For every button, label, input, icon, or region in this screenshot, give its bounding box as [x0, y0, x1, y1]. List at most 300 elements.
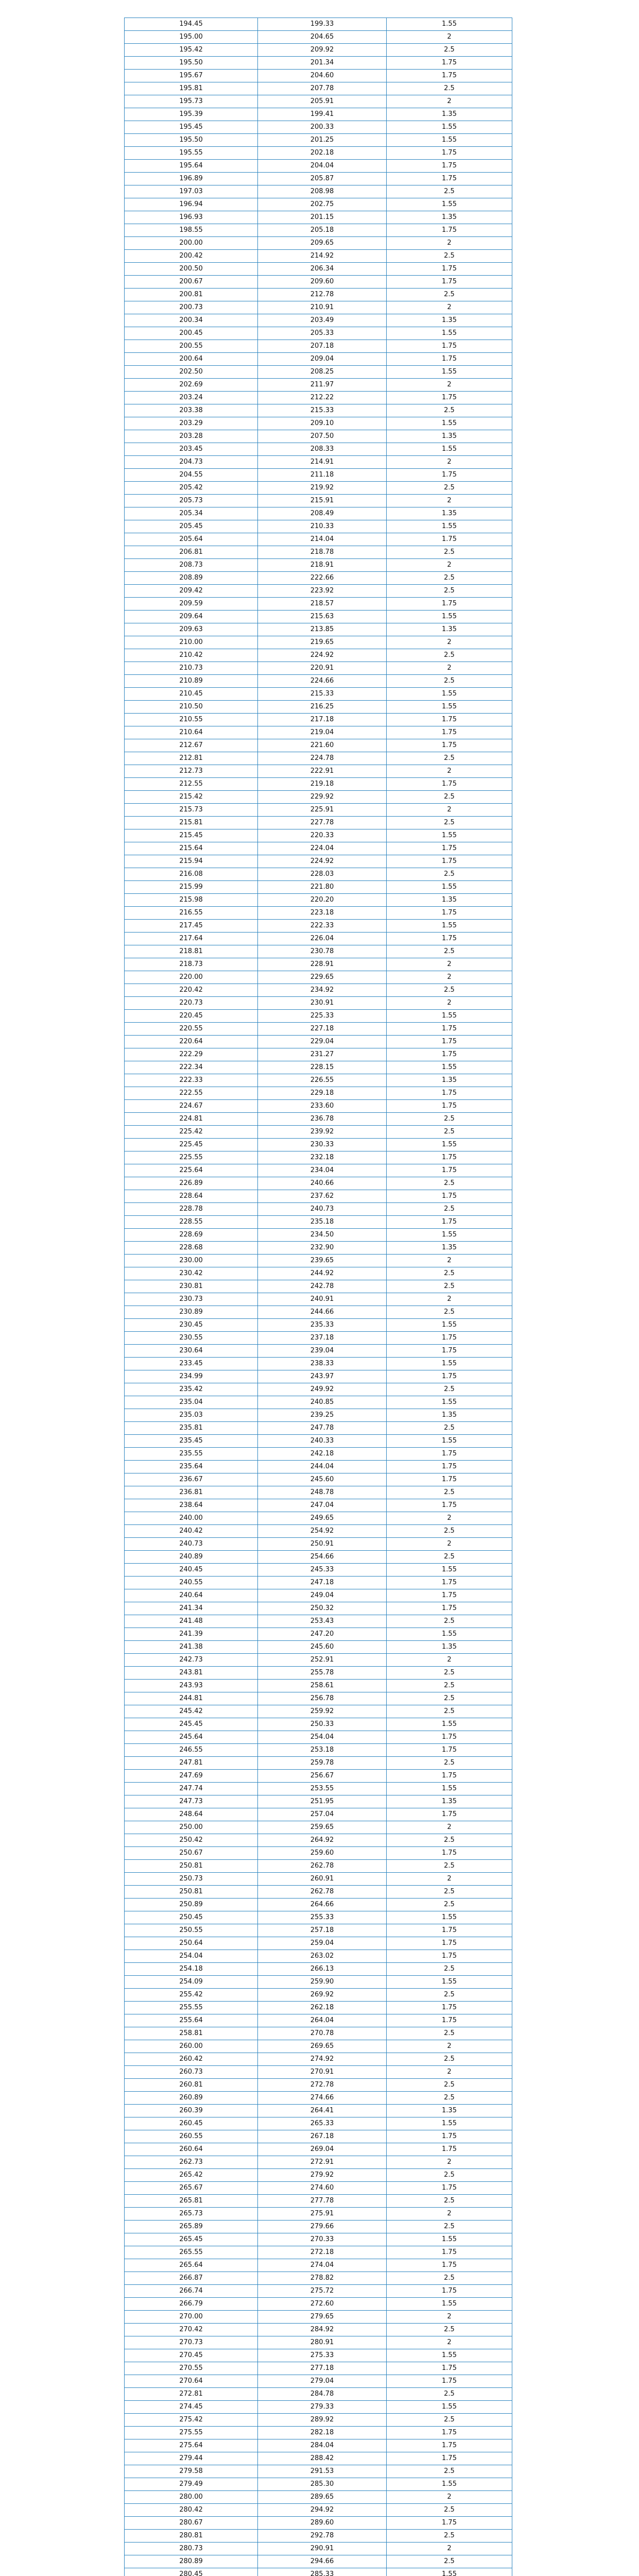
table-cell: 1.55 [387, 327, 512, 340]
table-cell: 202.50 [125, 366, 258, 379]
table-row [125, 507, 512, 520]
table-cell: 274.04 [258, 2259, 387, 2272]
table-cell: 2.5 [387, 1886, 512, 1899]
table-cell: 217.64 [125, 933, 258, 945]
table-row [125, 2272, 512, 2285]
table-cell: 222.34 [125, 1061, 258, 1074]
table-cell: 249.65 [258, 1512, 387, 1525]
table-cell: 200.45 [125, 327, 258, 340]
table-row [125, 572, 512, 585]
table-cell: 264.04 [258, 2014, 387, 2027]
table-cell: 208.98 [258, 185, 387, 198]
table-row [125, 2027, 512, 2040]
table-cell: 2.5 [387, 1203, 512, 1216]
table-cell: 258.81 [125, 2027, 258, 2040]
table-row [125, 1911, 512, 1924]
table-cell: 225.42 [125, 1126, 258, 1139]
table-cell: 1.35 [387, 1409, 512, 1422]
table-cell: 282.18 [258, 2427, 387, 2439]
table-cell: 256.67 [258, 1770, 387, 1783]
table-row [125, 1731, 512, 1744]
table-cell: 280.00 [125, 2491, 258, 2504]
table-cell: 203.49 [258, 314, 387, 327]
table-cell: 1.75 [387, 1332, 512, 1345]
table-cell: 215.63 [258, 611, 387, 623]
table-cell: 254.92 [258, 1525, 387, 1538]
table-row [125, 1873, 512, 1886]
table-row [125, 147, 512, 160]
table-cell: 280.89 [125, 2555, 258, 2568]
table-cell: 230.55 [125, 1332, 258, 1345]
table-cell: 198.55 [125, 224, 258, 237]
table-cell: 202.18 [258, 147, 387, 160]
table-cell: 266.74 [125, 2285, 258, 2298]
table-row [125, 1808, 512, 1821]
table-row [125, 907, 512, 920]
table-cell: 269.65 [258, 2040, 387, 2053]
table-cell: 1.75 [387, 263, 512, 276]
table-row [125, 224, 512, 237]
table-cell: 229.04 [258, 1036, 387, 1048]
table-cell: 210.50 [125, 701, 258, 714]
table-cell: 280.81 [125, 2530, 258, 2543]
table-cell: 2.5 [387, 1757, 512, 1770]
table-cell: 222.55 [125, 1087, 258, 1100]
table-row [125, 920, 512, 933]
table-cell: 235.45 [125, 1435, 258, 1448]
table-cell: 262.18 [258, 2002, 387, 2014]
table-row [125, 1461, 512, 1473]
table-cell: 203.38 [125, 404, 258, 417]
table-cell: 195.81 [125, 82, 258, 95]
table-cell: 2.5 [387, 2221, 512, 2233]
table-cell: 215.64 [125, 842, 258, 855]
table-cell: 195.50 [125, 134, 258, 147]
table-row [125, 1126, 512, 1139]
table-row [125, 2246, 512, 2259]
table-row [125, 662, 512, 675]
table-cell: 194.45 [125, 18, 258, 31]
table-cell: 2.5 [387, 675, 512, 688]
table-cell: 292.78 [258, 2530, 387, 2543]
table-row [125, 688, 512, 701]
table-cell: 206.81 [125, 546, 258, 559]
table-cell: 270.73 [125, 2336, 258, 2349]
table-cell: 2.5 [387, 817, 512, 829]
table-row [125, 482, 512, 495]
table-cell: 1.75 [387, 1473, 512, 1486]
table-cell: 1.55 [387, 2568, 512, 2576]
table-cell: 229.65 [258, 971, 387, 984]
table-row [125, 1989, 512, 2002]
table-row [125, 2092, 512, 2105]
table-cell: 1.75 [387, 1808, 512, 1821]
table-row [125, 1602, 512, 1615]
table-cell: 1.75 [387, 1461, 512, 1473]
table-cell: 226.89 [125, 1177, 258, 1190]
table-row [125, 2517, 512, 2530]
table-cell: 2 [387, 662, 512, 675]
table-cell: 210.55 [125, 714, 258, 726]
table-cell: 2 [387, 636, 512, 649]
table-row [125, 623, 512, 636]
table-row [125, 1267, 512, 1280]
table-row [125, 881, 512, 894]
table-cell: 220.91 [258, 662, 387, 675]
table-row [125, 121, 512, 134]
table-cell: 1.55 [387, 701, 512, 714]
table-cell: 264.92 [258, 1834, 387, 1847]
table-cell: 245.60 [258, 1641, 387, 1654]
table-cell: 265.42 [125, 2169, 258, 2182]
table-row [125, 1100, 512, 1113]
table-row [125, 2388, 512, 2401]
table-cell: 250.73 [125, 1873, 258, 1886]
table-cell: 2 [387, 765, 512, 778]
table-cell: 280.45 [125, 2568, 258, 2576]
table-row [125, 1203, 512, 1216]
table-cell: 225.33 [258, 1010, 387, 1023]
table-cell: 274.60 [258, 2182, 387, 2195]
table-cell: 244.81 [125, 1692, 258, 1705]
table-cell: 1.75 [387, 1924, 512, 1937]
table-cell: 1.55 [387, 2478, 512, 2491]
table-cell: 208.49 [258, 507, 387, 520]
table-cell: 259.92 [258, 1705, 387, 1718]
table-cell: 224.67 [125, 1100, 258, 1113]
table-cell: 210.45 [125, 688, 258, 701]
table-cell: 237.62 [258, 1190, 387, 1203]
table-cell: 260.81 [125, 2079, 258, 2092]
table-row [125, 1151, 512, 1164]
table-cell: 1.75 [387, 1499, 512, 1512]
table-row [125, 1370, 512, 1383]
table-cell: 1.75 [387, 2246, 512, 2259]
table-row [125, 1551, 512, 1564]
table-cell: 2.5 [387, 250, 512, 263]
table-cell: 241.34 [125, 1602, 258, 1615]
table-row [125, 1834, 512, 1847]
table-row [125, 958, 512, 971]
table-cell: 1.75 [387, 2439, 512, 2452]
table-row [125, 1306, 512, 1319]
table-cell: 1.75 [387, 842, 512, 855]
table-cell: 1.35 [387, 1074, 512, 1087]
table-cell: 1.75 [387, 2182, 512, 2195]
table-cell: 2.5 [387, 1177, 512, 1190]
table-cell: 259.90 [258, 1976, 387, 1989]
table-cell: 1.75 [387, 2285, 512, 2298]
table-cell: 2 [387, 301, 512, 314]
table-cell: 195.55 [125, 147, 258, 160]
table-cell: 197.03 [125, 185, 258, 198]
table-cell: 239.25 [258, 1409, 387, 1422]
table-cell: 2.5 [387, 1306, 512, 1319]
table-cell: 220.64 [125, 1036, 258, 1048]
table-cell: 222.66 [258, 572, 387, 585]
table-cell: 259.60 [258, 1847, 387, 1860]
table-cell: 260.64 [125, 2143, 258, 2156]
table-cell: 267.18 [258, 2130, 387, 2143]
table-cell: 248.64 [125, 1808, 258, 1821]
table-cell: 222.33 [125, 1074, 258, 1087]
table-cell: 230.45 [125, 1319, 258, 1332]
table-row [125, 636, 512, 649]
table-row [125, 495, 512, 507]
table-cell: 275.42 [125, 2414, 258, 2427]
table-cell: 209.10 [258, 417, 387, 430]
table-cell: 255.64 [125, 2014, 258, 2027]
table-cell: 245.45 [125, 1718, 258, 1731]
table-row [125, 2568, 512, 2576]
table-cell: 216.08 [125, 868, 258, 881]
table-row [125, 1577, 512, 1589]
table-row [125, 1680, 512, 1692]
table-cell: 1.55 [387, 1911, 512, 1924]
table-row [125, 1499, 512, 1512]
table-cell: 196.93 [125, 211, 258, 224]
table-row [125, 2401, 512, 2414]
table-cell: 218.81 [125, 945, 258, 958]
table-row [125, 533, 512, 546]
table-cell: 205.42 [125, 482, 258, 495]
table-row [125, 2465, 512, 2478]
table-cell: 203.45 [125, 443, 258, 456]
table-cell: 195.67 [125, 70, 258, 82]
table-cell: 294.66 [258, 2555, 387, 2568]
table-cell: 264.41 [258, 2105, 387, 2117]
table-cell: 1.35 [387, 211, 512, 224]
table-cell: 250.81 [125, 1886, 258, 1899]
table-cell: 289.65 [258, 2491, 387, 2504]
table-cell: 1.55 [387, 1628, 512, 1641]
table-row [125, 2182, 512, 2195]
table-cell: 2 [387, 2208, 512, 2221]
table-cell: 1.35 [387, 507, 512, 520]
table-cell: 231.27 [258, 1048, 387, 1061]
table-cell: 243.97 [258, 1370, 387, 1383]
table-cell: 243.93 [125, 1680, 258, 1692]
table-cell: 203.29 [125, 417, 258, 430]
table-cell: 247.73 [125, 1795, 258, 1808]
table-cell: 1.75 [387, 1847, 512, 1860]
table-cell: 1.55 [387, 2117, 512, 2130]
table-cell: 1.35 [387, 623, 512, 636]
table-cell: 1.75 [387, 726, 512, 739]
table-row [125, 1512, 512, 1525]
table-cell: 290.91 [258, 2543, 387, 2555]
table-cell: 2 [387, 804, 512, 817]
table-cell: 270.42 [125, 2324, 258, 2336]
table-cell: 247.74 [125, 1783, 258, 1795]
table-cell: 223.92 [258, 585, 387, 598]
table-cell: 2.5 [387, 572, 512, 585]
table-row [125, 160, 512, 173]
table-row [125, 1963, 512, 1976]
table-cell: 2.5 [387, 752, 512, 765]
table-cell: 1.75 [387, 2002, 512, 2014]
table-row [125, 2555, 512, 2568]
table-cell: 205.87 [258, 173, 387, 185]
table-cell: 208.25 [258, 366, 387, 379]
table-cell: 201.34 [258, 57, 387, 70]
table-row [125, 173, 512, 185]
table-cell: 225.45 [125, 1139, 258, 1151]
table-cell: 230.33 [258, 1139, 387, 1151]
table-row [125, 598, 512, 611]
table-cell: 220.55 [125, 1023, 258, 1036]
table-cell: 222.33 [258, 920, 387, 933]
table-cell: 241.38 [125, 1641, 258, 1654]
table-cell: 196.94 [125, 198, 258, 211]
table-cell: 2 [387, 2156, 512, 2169]
table-cell: 2 [387, 379, 512, 392]
table-cell: 265.89 [125, 2221, 258, 2233]
table-cell: 228.69 [125, 1229, 258, 1242]
table-row [125, 1164, 512, 1177]
table-cell: 205.73 [125, 495, 258, 507]
table-cell: 225.91 [258, 804, 387, 817]
table-row [125, 1048, 512, 1061]
table-cell: 2 [387, 237, 512, 250]
table-cell: 2.5 [387, 2079, 512, 2092]
table-cell: 195.45 [125, 121, 258, 134]
table-cell: 260.39 [125, 2105, 258, 2117]
table-row [125, 2530, 512, 2543]
table-row [125, 1924, 512, 1937]
table-row [125, 276, 512, 289]
table-cell: 249.04 [258, 1589, 387, 1602]
table-cell: 265.67 [125, 2182, 258, 2195]
table-cell: 195.00 [125, 31, 258, 44]
table-cell: 1.55 [387, 2298, 512, 2311]
table-row [125, 1435, 512, 1448]
table-row [125, 301, 512, 314]
table-cell: 224.92 [258, 855, 387, 868]
table-cell: 217.45 [125, 920, 258, 933]
table-cell: 1.75 [387, 1770, 512, 1783]
table-row [125, 675, 512, 688]
table-cell: 235.81 [125, 1422, 258, 1435]
table-cell: 235.03 [125, 1409, 258, 1422]
table-cell: 244.66 [258, 1306, 387, 1319]
table-cell: 1.75 [387, 70, 512, 82]
table-cell: 279.92 [258, 2169, 387, 2182]
table-cell: 2.5 [387, 1113, 512, 1126]
table-row [125, 649, 512, 662]
table-cell: 230.89 [125, 1306, 258, 1319]
table-cell: 207.50 [258, 430, 387, 443]
table-cell: 195.73 [125, 95, 258, 108]
table-cell: 2.5 [387, 868, 512, 881]
table-cell: 235.33 [258, 1319, 387, 1332]
table-cell: 210.91 [258, 301, 387, 314]
table-cell: 245.64 [125, 1731, 258, 1744]
table-cell: 228.78 [125, 1203, 258, 1216]
table-cell: 2.5 [387, 2414, 512, 2427]
table-cell: 241.39 [125, 1628, 258, 1641]
table-cell: 204.60 [258, 70, 387, 82]
table-cell: 252.91 [258, 1654, 387, 1667]
table-row [125, 791, 512, 804]
table-cell: 2.5 [387, 984, 512, 997]
table-row [125, 1757, 512, 1770]
table-cell: 211.18 [258, 469, 387, 482]
table-cell: 2.5 [387, 404, 512, 417]
table-cell: 285.33 [258, 2568, 387, 2576]
table-row [125, 2362, 512, 2375]
table-cell: 2.5 [387, 2053, 512, 2066]
table-row [125, 1628, 512, 1641]
table-cell: 1.75 [387, 1087, 512, 1100]
table-cell: 220.20 [258, 894, 387, 907]
table-row [125, 353, 512, 366]
table-cell: 239.04 [258, 1345, 387, 1358]
table-cell: 259.04 [258, 1937, 387, 1950]
table-cell: 215.98 [125, 894, 258, 907]
table-cell: 221.60 [258, 739, 387, 752]
table-row [125, 185, 512, 198]
table-cell: 228.03 [258, 868, 387, 881]
table-cell: 240.00 [125, 1512, 258, 1525]
table-cell: 2.5 [387, 585, 512, 598]
table-cell: 264.66 [258, 1899, 387, 1911]
table-cell: 294.92 [258, 2504, 387, 2517]
table-row [125, 984, 512, 997]
table-row [125, 1615, 512, 1628]
table-row [125, 1821, 512, 1834]
table-cell: 240.91 [258, 1293, 387, 1306]
table-row [125, 1886, 512, 1899]
table-cell: 214.04 [258, 533, 387, 546]
table-cell: 220.42 [125, 984, 258, 997]
table-cell: 259.78 [258, 1757, 387, 1770]
table-row [125, 1113, 512, 1126]
table-row [125, 1564, 512, 1577]
table-cell: 216.55 [125, 907, 258, 920]
table-cell: 274.45 [125, 2401, 258, 2414]
table-cell: 205.91 [258, 95, 387, 108]
table-cell: 200.42 [125, 250, 258, 263]
table-row [125, 1692, 512, 1705]
table-cell: 240.64 [125, 1589, 258, 1602]
table-cell: 212.22 [258, 392, 387, 404]
table-cell: 275.64 [125, 2439, 258, 2452]
table-cell: 2.5 [387, 2195, 512, 2208]
table-row [125, 2053, 512, 2066]
table-cell: 1.55 [387, 134, 512, 147]
table-cell: 195.42 [125, 44, 258, 57]
table-cell: 209.64 [125, 611, 258, 623]
table-cell: 2.5 [387, 1860, 512, 1873]
table-cell: 2.5 [387, 2324, 512, 2336]
table-cell: 205.45 [125, 520, 258, 533]
table-cell: 208.33 [258, 443, 387, 456]
table-cell: 200.64 [125, 353, 258, 366]
table-cell: 218.91 [258, 559, 387, 572]
table-cell: 2.5 [387, 1667, 512, 1680]
table-cell: 260.00 [125, 2040, 258, 2053]
table-cell: 195.50 [125, 57, 258, 70]
table-cell: 1.55 [387, 881, 512, 894]
table-cell: 270.00 [125, 2311, 258, 2324]
table-cell: 2.5 [387, 1551, 512, 1564]
table-row [125, 2478, 512, 2491]
table-cell: 1.75 [387, 57, 512, 70]
table-cell: 247.04 [258, 1499, 387, 1512]
table-cell: 235.42 [125, 1383, 258, 1396]
table-row [125, 2156, 512, 2169]
